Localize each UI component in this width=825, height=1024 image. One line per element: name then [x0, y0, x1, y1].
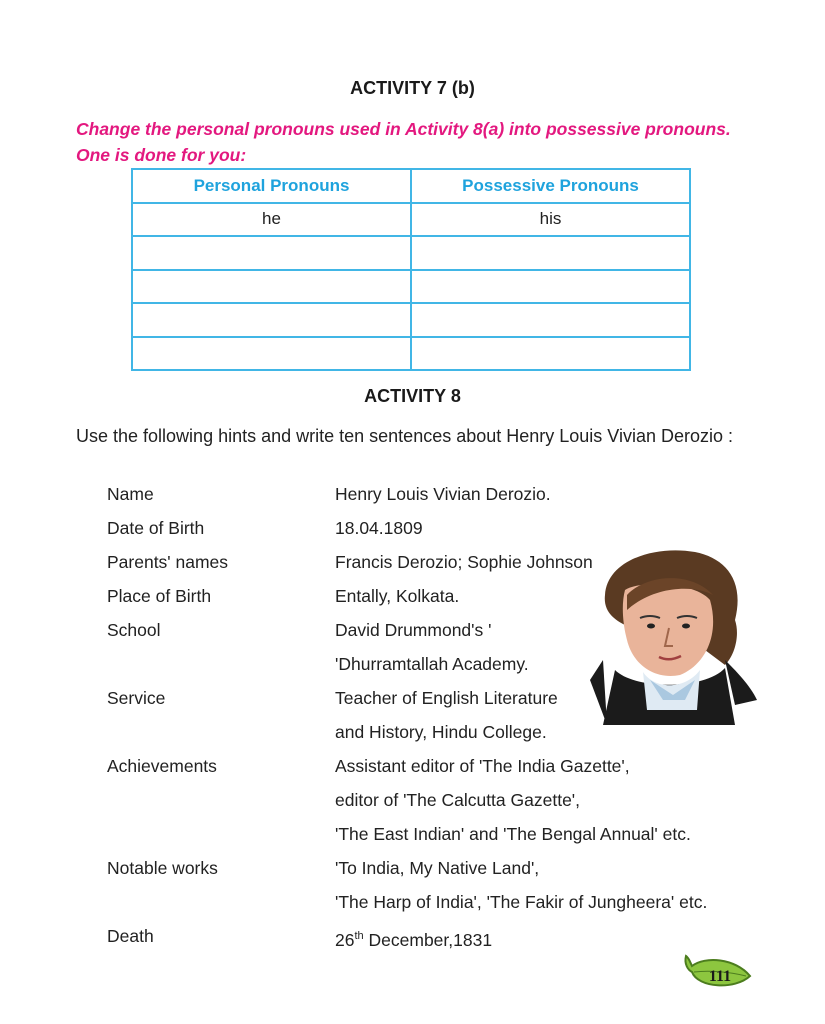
fact-value: 'To India, My Native Land',	[335, 858, 540, 878]
activity-7b-title: ACTIVITY 7 (b)	[350, 78, 475, 98]
fact-value: 'The Harp of India', 'The Fakir of Jungheera' etc.	[335, 892, 708, 912]
fact-value: Teacher of English Literature	[335, 688, 558, 708]
table-row	[132, 236, 690, 270]
instruction-line-2: One is done for you:	[76, 145, 247, 165]
table-header-row	[132, 169, 690, 203]
page-number: 111	[708, 968, 732, 985]
instruction-line-1: Change the personal pronouns used in Activity 8(a) into possessive pronouns.	[76, 119, 731, 139]
page-number-leaf	[680, 948, 752, 992]
activity-8-title: ACTIVITY 8	[364, 386, 461, 406]
table-cell	[132, 236, 411, 270]
table-row	[132, 303, 690, 337]
table-row	[132, 270, 690, 304]
table-cell	[132, 337, 411, 371]
table-cell: he	[132, 203, 411, 237]
fact-value: and History, Hindu College.	[335, 722, 547, 742]
fact-value: 26th December,1831	[335, 929, 493, 950]
intro-line-1: Use the following hints and write ten sentences about Henry Louis Vivian	[76, 426, 657, 446]
activity-7b-instruction	[76, 116, 776, 168]
table-row	[132, 337, 690, 371]
fact-value: 'Dhurramtallah Academy.	[335, 654, 529, 674]
fact-label: Parents' names	[107, 552, 229, 572]
fact-label: Service	[107, 688, 166, 708]
fact-value: David Drummond's '	[335, 620, 492, 640]
fact-label: Name	[107, 484, 154, 504]
fact-label: School	[107, 620, 161, 640]
derozio-portrait	[585, 540, 760, 725]
fact-value: Assistant editor of 'The India Gazette',	[335, 756, 630, 776]
header-possessive-pronouns: Possessive Pronouns	[411, 169, 690, 203]
fact-value: Francis Derozio; Sophie Johnson	[335, 552, 593, 572]
activity-8-intro	[76, 424, 750, 449]
header-personal-pronouns: Personal Pronouns	[132, 169, 411, 203]
fact-value: editor of 'The Calcutta Gazette',	[335, 790, 580, 810]
fact-label: Death	[107, 926, 154, 946]
table-cell	[132, 303, 411, 337]
table-cell	[411, 236, 690, 270]
fact-value: 'The East Indian' and 'The Bengal Annual' etc.	[335, 824, 691, 844]
table-cell	[411, 337, 690, 371]
fact-values	[335, 856, 767, 924]
fact-row	[107, 482, 767, 516]
fact-row	[107, 924, 767, 958]
fact-label: Date of Birth	[107, 518, 205, 538]
table-row	[132, 203, 690, 237]
fact-value: 18.04.1809	[335, 518, 423, 538]
fact-values	[335, 482, 767, 516]
table-cell: his	[411, 203, 690, 237]
table-cell	[411, 303, 690, 337]
fact-row	[107, 856, 767, 924]
intro-line-2: Derozio :	[661, 426, 734, 446]
fact-value: Henry Louis Vivian Derozio.	[335, 484, 551, 504]
fact-values	[335, 754, 767, 856]
table-cell	[132, 270, 411, 304]
fact-label: Place of Birth	[107, 586, 212, 606]
fact-value: Entally, Kolkata.	[335, 586, 460, 606]
fact-row	[107, 754, 767, 856]
table-cell	[411, 270, 690, 304]
pronoun-table	[131, 168, 691, 371]
fact-label: Notable works	[107, 858, 218, 878]
fact-label: Achievements	[107, 756, 217, 776]
